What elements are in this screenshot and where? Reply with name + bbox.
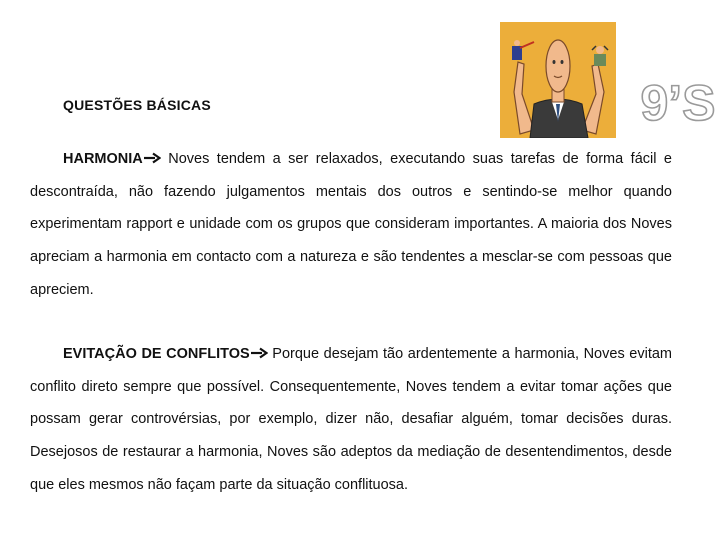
arrow-right-icon	[250, 347, 268, 359]
nines-logo	[640, 72, 716, 128]
paragraph-evitacao	[30, 338, 672, 502]
svg-text:9’S: 9’S	[640, 75, 716, 128]
arrow-right-icon	[143, 152, 161, 164]
page-title: QUESTÕES BÁSICAS	[63, 97, 211, 113]
lead-evitacao: EVITAÇÃO DE CONFLITOS	[63, 346, 250, 362]
businessman-juggling-icon	[500, 22, 616, 138]
paragraph-harmonia	[30, 143, 672, 307]
paragraph-text: Noves tendem a ser relaxados, executando suas tarefas de forma fácil e descontraída, não fazendo julgamentos mentais dos outros e sentindo-se melhor quando experimentam rapport e unidade com os grupos que consideram importantes. A maioria dos Noves apreciam a harmonia em contacto com a natureza e são tendentes a mesclar-se com pessoas que apreciem.	[30, 151, 672, 298]
lead-harmonia: HARMONIA	[63, 151, 143, 167]
paragraph-text: Porque desejam tão ardentemente a harmonia, Noves evitam conflito direto sempre que possível. Consequentemente, Noves tendem a evitar tomar ações que possam gerar controvérsias, por exemplo, dizer não, desafiar alguém, tomar decisões duras. Desejosos de restaurar a harmonia, Noves são adeptos da mediação de desentendimentos, desde que eles mesmos não façam parte da situação conflituosa.	[30, 346, 672, 493]
